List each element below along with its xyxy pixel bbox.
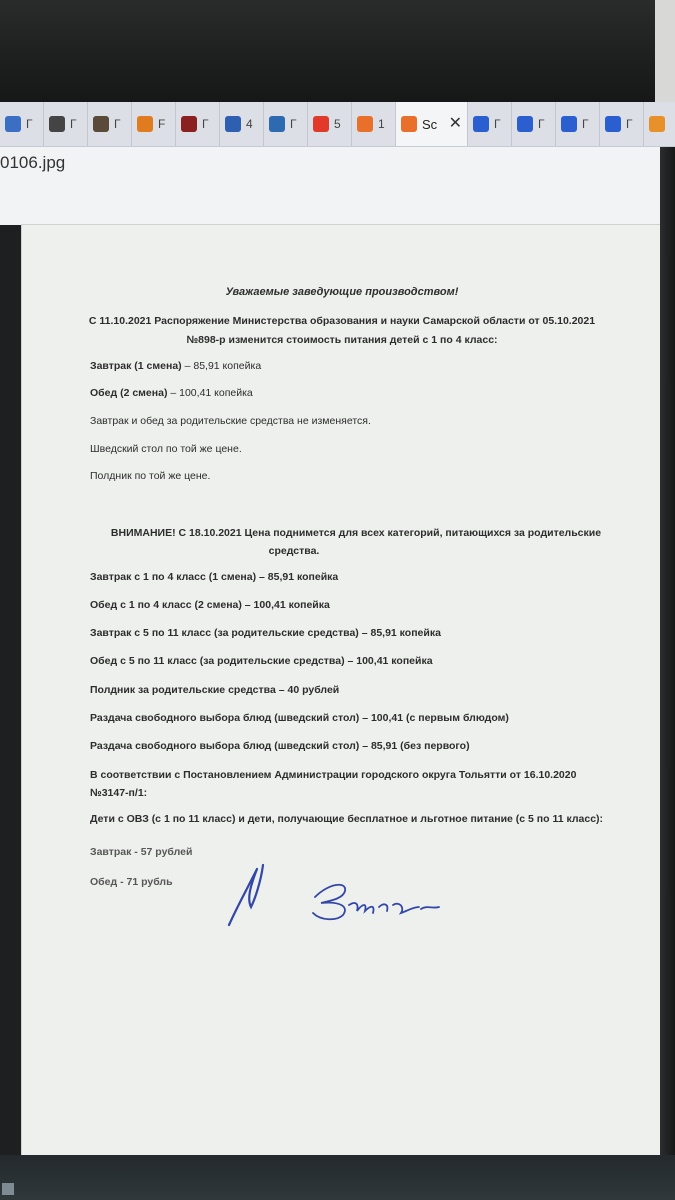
price-row: Завтрак с 5 по 11 класс (за родительские средства) – 85,91 копейка [90,627,441,639]
lunch-label: Обед (2 смена) [90,387,168,399]
price-row: Обед с 1 по 4 класс (2 смена) – 100,41 копейка [90,599,330,611]
browser-tab[interactable] [600,102,644,146]
blue-square-icon [561,116,577,132]
price-row: Раздача свободного выбора блюд (шведский стол) – 100,41 (с первым блюдом) [90,712,509,724]
browser-tab[interactable] [220,102,264,146]
browser-tab-label: Г [538,117,545,131]
intro-line-2: №898-р изменится стоимость питания детей с 1 по 4 класс: [186,334,498,346]
emblem-icon [181,116,197,132]
monitor-bezel-top [0,0,675,102]
handwritten-signature [217,855,477,935]
viewer-title-bar [0,147,660,225]
price-row: Полдник за родительские средства – 40 рублей [90,684,340,696]
file-name: 0106.jpg [0,153,66,172]
slides-icon [401,116,417,132]
flag-icon [225,116,241,132]
monitor-bezel-bottom [0,1155,675,1200]
close-icon[interactable]: ✕ [448,115,462,132]
browser-tab[interactable] [176,102,220,146]
decree-line-1: В соответствии с Постановлением Администрации городского округа Тольятти от 16.10.2020 [90,769,577,781]
snack-note: Полдник по той же цене. [90,470,211,482]
breakfast-line [90,360,261,372]
browser-tab[interactable] [468,102,512,146]
attention-line-1: ВНИМАНИЕ! С 18.10.2021 Цена поднимется для всех категорий, питающихся за родительские [110,527,602,539]
yandex-icon [313,116,329,132]
browser-tab[interactable] [44,102,88,146]
browser-tab-label: Г [26,117,33,131]
orange-square-icon [357,116,373,132]
buffet-note: Шведский стол по той же цене. [90,443,242,455]
browser-tab-label: Г [290,117,297,131]
ovz-line: Дети с ОВЗ (с 1 по 11 класс) и дети, получающие бесплатное и льготное питание (с 5 по 11 класс): [90,813,604,825]
bar-chart-icon [137,116,153,132]
breakfast-price: – 85,91 копейка [181,360,262,372]
browser-tab[interactable] [512,102,556,146]
browser-tab-label: Г [202,117,209,131]
browser-tab[interactable] [644,102,675,146]
browser-tab[interactable] [396,102,468,146]
browser-tab-label: Г [114,117,121,131]
browser-tab-label: Г [626,117,633,131]
browser-tab-label: Г [494,117,501,131]
browser-tab-bar [0,102,675,147]
breakfast-label: Завтрак (1 смена) [90,360,182,372]
free-lunch-line: Обед - 71 рубль [90,876,173,888]
globe-icon [49,116,65,132]
blue-square-icon [605,116,621,132]
attention-line-2: средства. [268,545,320,557]
browser-tab[interactable] [0,102,44,146]
free-breakfast-line: Завтрак - 57 рублей [90,846,193,858]
blue-square-icon [517,116,533,132]
browser-tab-label: 1 [378,117,385,131]
blue-square-icon [5,116,21,132]
price-row: Завтрак с 1 по 4 класс (1 смена) – 85,91 копейка [90,571,339,583]
browser-tab-label: Г [70,117,77,131]
browser-tab-label: 4 [246,117,253,131]
ok-icon [649,116,665,132]
decree-line-2: №3147-п/1: [90,787,148,799]
animal-logo-icon [93,116,109,132]
browser-tab-label: 5 [334,117,341,131]
document-page [22,225,662,1155]
browser-tab[interactable] [264,102,308,146]
document-heading: Уважаемые заведующие производством! [225,286,459,298]
taskbar-edge [2,1183,14,1195]
browser-tab[interactable] [556,102,600,146]
browser-tab[interactable] [132,102,176,146]
browser-tab[interactable] [88,102,132,146]
monitor-bezel-right [660,147,675,1200]
lunch-price: – 100,41 копейка [167,387,253,399]
price-row: Раздача свободного выбора блюд (шведский стол) – 85,91 (без первого) [90,740,470,752]
lunch-line [90,387,253,399]
book-icon [269,116,285,132]
blue-square-icon [473,116,489,132]
browser-tab[interactable] [308,102,352,146]
browser-tab-label: F [158,117,166,131]
browser-tab[interactable] [352,102,396,146]
price-row: Обед с 5 по 11 класс (за родительские средства) – 100,41 копейка [90,655,433,667]
parents-note: Завтрак и обед за родительские средства не изменяется. [90,415,371,427]
browser-tab-label: Sc [422,116,438,132]
intro-line-1: С 11.10.2021 Распоряжение Министерства образования и науки Самарской области от 05.10.2021 [88,315,596,327]
browser-tab-label: Г [582,117,589,131]
